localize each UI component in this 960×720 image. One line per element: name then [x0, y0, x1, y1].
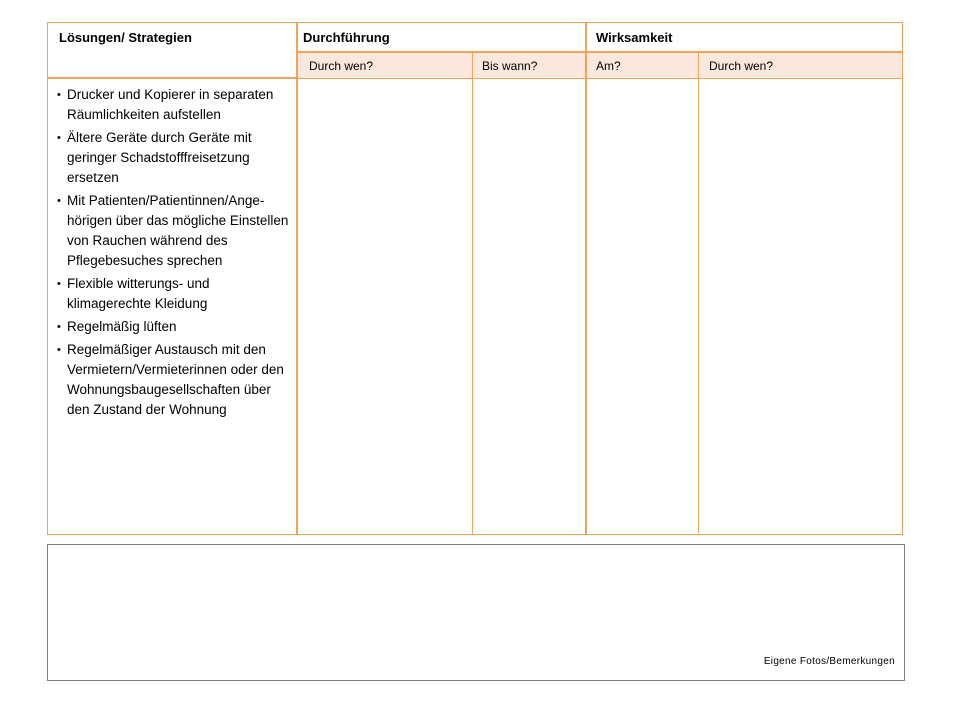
strategy-table: [47, 22, 903, 535]
list-item: • Ältere Geräte durch Geräte mit geringer Schadstofffreisetzung ersetzen: [57, 130, 252, 185]
list-item: • Regelmäßig lüften: [57, 317, 293, 337]
strategy-header-divider: [48, 77, 297, 79]
subheader-by-whom-1: Durch wen?: [309, 59, 374, 73]
subheader-on-date: Am?: [596, 59, 621, 73]
column-divider-4: [698, 52, 699, 534]
subheader-until-when: Bis wann?: [482, 59, 538, 73]
strategy-list: [57, 85, 293, 423]
bullet-icon: •: [57, 278, 61, 290]
notes-caption: Eigene Fotos/Bemerkungen: [763, 656, 895, 667]
bullet-icon: •: [57, 132, 61, 144]
list-item: • Drucker und Kopierer in separaten Räumlichkeiten aufstellen: [57, 87, 274, 122]
list-item: • Mit Patienten/Patientinnen/Ange-hörigen über das mögliche Einstellen von Rauchen während des Pflegebesuches sprechen: [57, 193, 289, 268]
column-divider-1: [296, 23, 298, 534]
bullet-icon: •: [57, 195, 61, 207]
header-effectiveness: Wirksamkeit: [596, 30, 673, 45]
list-item: • Regelmäßiger Austausch mit den Vermietern/Vermieterinnen oder den Wohnungsbaugesellschaften über den Zustand der Wohnung: [57, 342, 284, 417]
subheader-by-whom-2: Durch wen?: [709, 59, 774, 73]
header-implementation: Durchführung: [303, 30, 390, 45]
list-item: • Flexible witterungs- und klimagerechte Kleidung: [57, 276, 210, 311]
header-solutions: Lösungen/ Strategien: [59, 30, 192, 45]
bullet-icon: •: [57, 344, 61, 356]
column-divider-2: [472, 52, 473, 534]
column-divider-3: [585, 23, 587, 534]
bullet-icon: •: [57, 321, 61, 333]
bullet-icon: •: [57, 89, 61, 101]
header-divider: [297, 51, 902, 53]
notes-box: [47, 544, 905, 681]
